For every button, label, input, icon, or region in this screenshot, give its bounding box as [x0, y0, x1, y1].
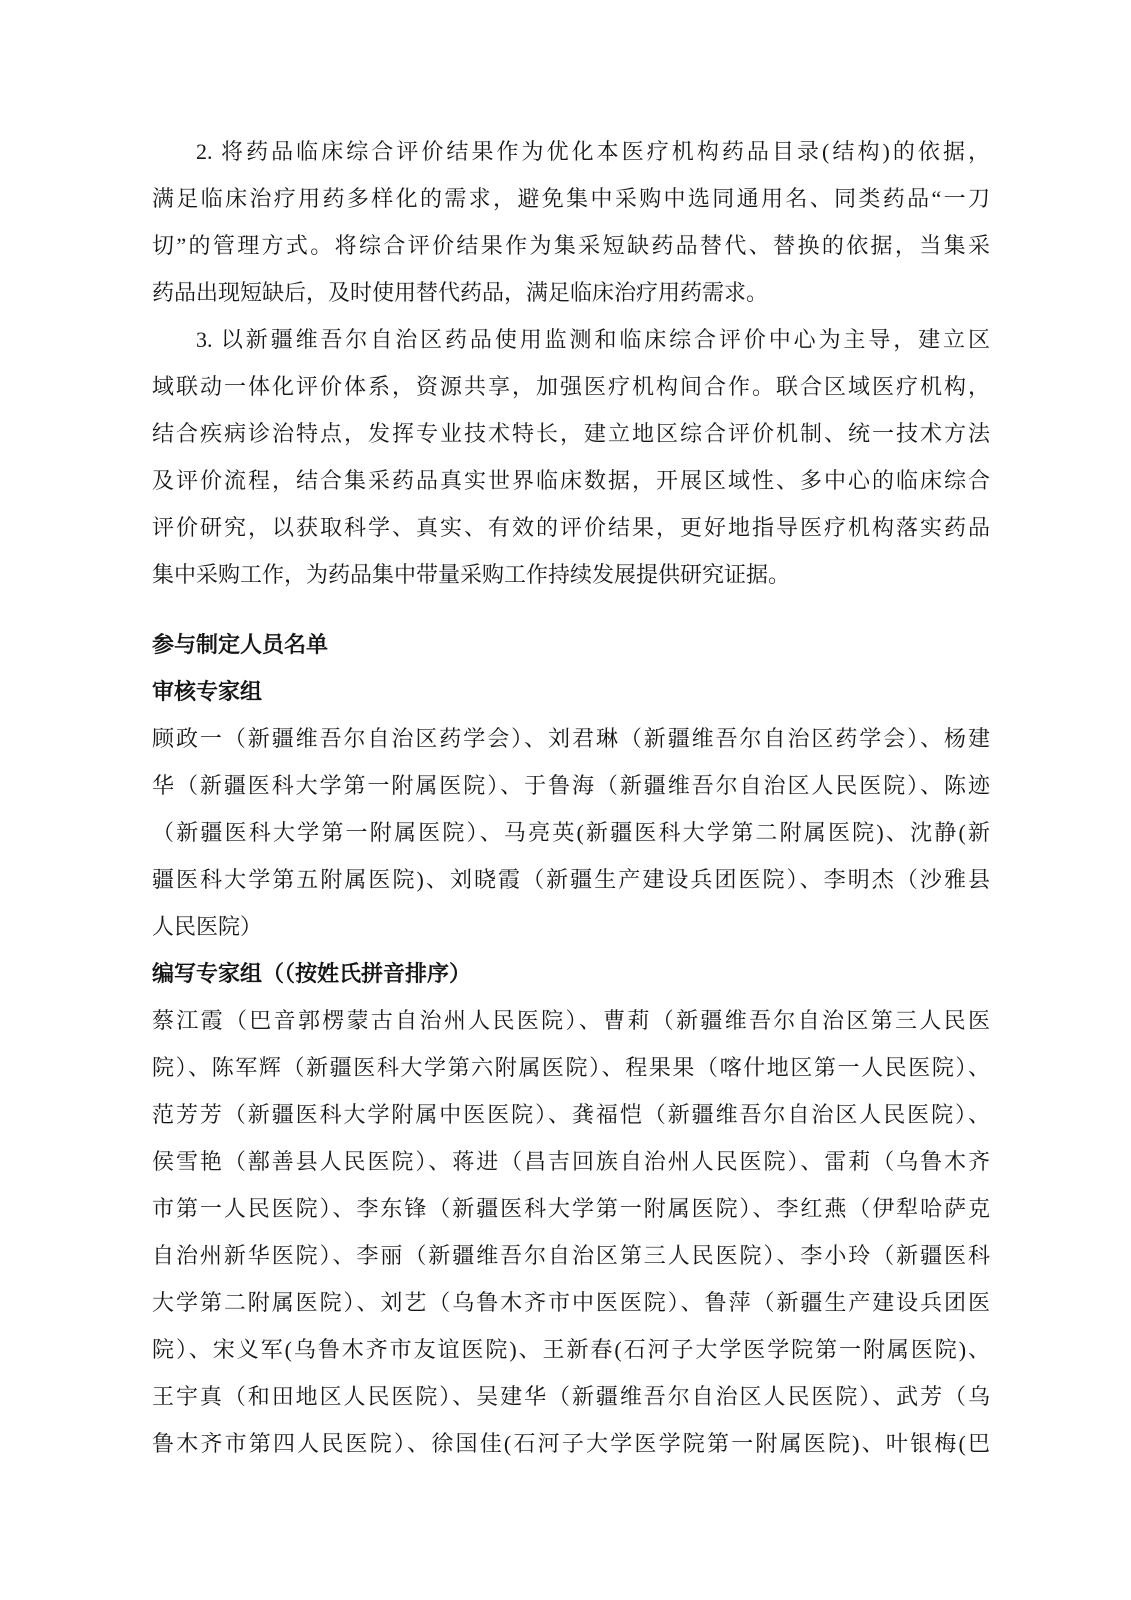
roster-title: 参与制定人员名单: [152, 632, 329, 657]
paragraph-line: 域联动一体化评价体系，资源共享，加强医疗机构间合作。联合区域医疗机构，: [152, 374, 990, 399]
paragraph-line: 评价研究，以获取科学、真实、有效的评价结果，更好地指导医疗机构落实药品: [152, 515, 990, 540]
roster-line: 院）、陈军辉（新疆医科大学第六附属医院）、程果果（喀什地区第一人民医院）、: [152, 1055, 990, 1080]
paragraph-3: [152, 316, 990, 598]
roster-line: 人民医院）: [152, 914, 263, 939]
roster-section: [152, 621, 990, 1467]
roster-line: 院）、宋义军(乌鲁木齐市友谊医院)、王新春(石河子大学医学院第一附属医院)、: [152, 1337, 990, 1362]
paragraph-2: [152, 128, 990, 316]
paragraph-line: 集中采购工作，为药品集中带量采购工作持续发展提供研究证据。: [152, 562, 791, 587]
paragraph-line: 切”的管理方式。将综合评价结果作为集采短缺药品替代、替换的依据，当集采: [152, 233, 990, 258]
roster-line: 范芳芳（新疆医科大学附属中医医院）、龚福恺（新疆维吾尔自治区人民医院）、: [152, 1102, 990, 1127]
roster-line: 侯雪艳（鄯善县人民医院）、蒋进（昌吉回族自治州人民医院）、雷莉（乌鲁木齐: [152, 1149, 990, 1174]
roster-line: 王宇真（和田地区人民医院）、吴建华（新疆维吾尔自治区人民医院）、武芳（乌: [152, 1384, 990, 1409]
roster-line: 疆医科大学第五附属医院)、刘晓霞（新疆生产建设兵团医院）、李明杰（沙雅县: [152, 867, 990, 892]
writing-group-heading: 编写专家组（（按姓氏拼音排序）: [152, 961, 472, 986]
roster-line: 市第一人民医院）、李东锋（新疆医科大学第一附属医院）、李红燕（伊犁哈萨克: [152, 1196, 990, 1221]
roster-line: 华（新疆医科大学第一附属医院）、于鲁海（新疆维吾尔自治区人民医院）、陈迹: [152, 773, 990, 798]
paragraph-line: 药品出现短缺后，及时使用替代药品，满足临床治疗用药需求。: [152, 280, 769, 305]
paragraph-line: 满足临床治疗用药多样化的需求，避免集中采购中选同通用名、同类药品“一刀: [152, 186, 990, 211]
review-expert-group: [152, 668, 990, 950]
roster-line: 自治州新华医院）、李丽（新疆维吾尔自治区第三人民医院）、李小玲（新疆医科: [152, 1243, 990, 1268]
review-group-heading: 审核专家组: [152, 679, 263, 704]
writing-expert-group: [152, 950, 990, 1467]
paragraph-line: 及评价流程，结合集采药品真实世界临床数据，开展区域性、多中心的临床综合: [152, 468, 990, 493]
roster-line: 蔡江霞（巴音郭楞蒙古自治州人民医院）、曹莉（新疆维吾尔自治区第三人民医: [152, 1008, 990, 1033]
paragraph-line: 2. 将药品临床综合评价结果作为优化本医疗机构药品目录(结构)的依据，: [196, 139, 990, 164]
paragraph-line: 3. 以新疆维吾尔自治区药品使用监测和临床综合评价中心为主导，建立区: [196, 327, 990, 352]
roster-line: 大学第二附属医院）、刘艺（乌鲁木齐市中医医院）、鲁萍（新疆生产建设兵团医: [152, 1290, 990, 1315]
roster-line: （新疆医科大学第一附属医院）、马亮英(新疆医科大学第二附属医院)、沈静(新: [152, 820, 990, 845]
roster-line: 顾政一（新疆维吾尔自治区药学会）、刘君琳（新疆维吾尔自治区药学会）、杨建: [152, 726, 990, 751]
paragraph-line: 结合疾病诊治特点，发挥专业技术特长，建立地区综合评价机制、统一技术方法: [152, 421, 990, 446]
roster-line: 鲁木齐市第四人民医院）、徐国佳(石河子大学医学院第一附属医院)、叶银梅(巴: [152, 1431, 990, 1456]
